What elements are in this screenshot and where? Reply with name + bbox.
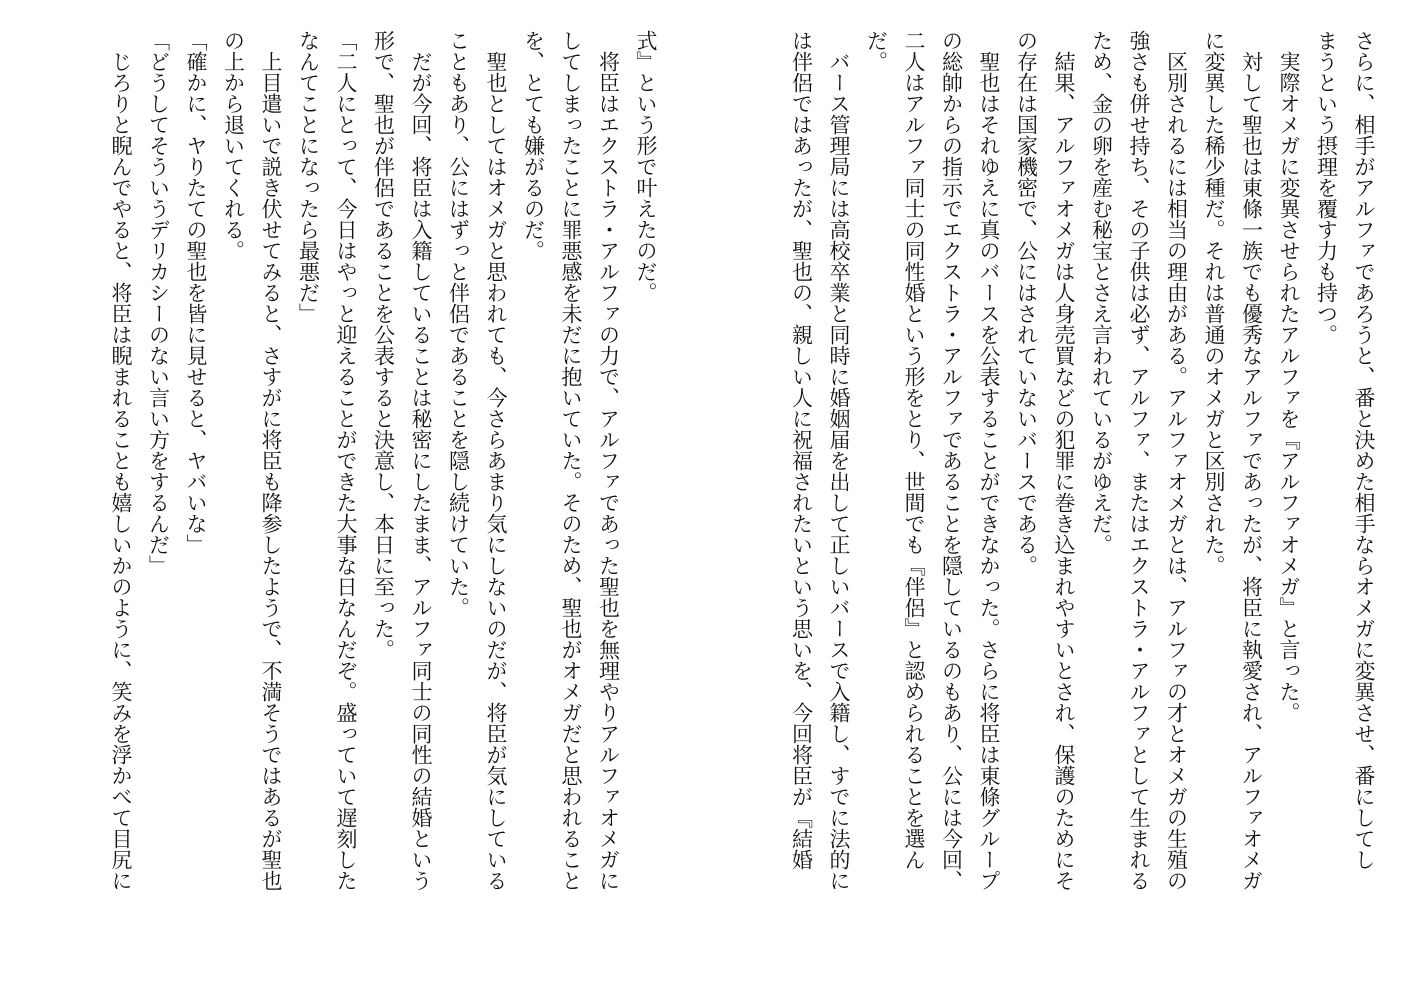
- text-line: してしまったことに罪悪感を未だに抱いていた。そのため、聖也がオメガだと思われること: [559, 30, 583, 891]
- text-line: 強さも併せ持ち、その子供は必ず、アルファ、またはエクストラ・アルファとして生まれる: [1127, 30, 1151, 891]
- text-line: だが今回、将臣は入籍していることは秘密にしたまま、アルファ同士の同性の結婚という: [409, 51, 433, 891]
- text-line: に変異した稀少種だ。それは普通のオメガと区別された。: [1202, 30, 1226, 576]
- text-line: 二人はアルファ同士の同性婚という形をとり、世間でも『伴侶』と認められることを選ん: [902, 30, 926, 870]
- text-line: の総帥からの指示でエクストラ・アルファであることを隠しているのもあり、公には今回、: [939, 30, 964, 891]
- text-line: じろりと睨んでやると、将臣は睨まれることも嬉しいかのように、笑みを浮かべて目尻に: [109, 51, 133, 891]
- dialogue-line: 「どうしてそういうデリカシーのない言い方をするんだ」: [146, 30, 171, 576]
- text-line: の上から退いてくれる。: [221, 30, 246, 261]
- dialogue-line: なんてことになったら最悪だ」: [296, 30, 321, 324]
- dialogue-line: 「二人にとって、今日はやっと迎えることができた大事な日なんだぞ。盛っていて遅刻した: [334, 30, 358, 891]
- dialogue-line: 「確かに、ヤりたての聖也を皆に見せると、ヤバいな」: [184, 30, 208, 555]
- text-line: 聖也としてはオメガと思われても、今さらあまり気にしないのだが、将臣が気にしている: [484, 51, 508, 891]
- text-line: の存在は国家機密で、公にはされていないバースである。: [1014, 30, 1039, 576]
- text-line: を、とても嫌がるのだ。: [521, 30, 546, 261]
- text-line: 将臣はエクストラ・アルファの力で、アルファであった聖也を無理やりアルファオメガに: [596, 51, 621, 891]
- text-line: 実際オメガに変異させられたアルファを『アルファオメガ』と言った。: [1277, 51, 1301, 723]
- text-line: 上目遣いで説き伏せてみると、さすがに将臣も降参したようで、不満そうではあるが聖也: [259, 51, 283, 891]
- text-line: は伴侶ではあったが、聖也の、親しい人に祝福されたいという思いを、今回将臣が『結婚: [789, 30, 814, 870]
- text-line: こともあり、公にはずっと伴侶であることを隠し続けていた。: [446, 30, 471, 618]
- text-line: バース管理局には高校卒業と同時に婚姻届を出して正しいバースで入籍し、すでに法的に: [827, 51, 851, 891]
- text-line: 聖也はそれゆえに真のバースを公表することができなかった。さらに将臣は東條グループ: [977, 51, 1001, 891]
- text-line: だ。: [864, 30, 889, 72]
- left-page: [24, 30, 664, 980]
- text-line: さらに、相手がアルファであろうと、番と決めた相手ならオメガに変異させ、番にしてし: [1352, 30, 1376, 870]
- text-line: 対して聖也は東條一族でも優秀なアルファであったが、将臣に執愛され、アルファオメガ: [1239, 51, 1264, 891]
- text-line: まうという摂理を覆す力も持つ。: [1314, 30, 1339, 345]
- text-line: 形で、聖也が伴侶であることを公表すると決意し、本日に至った。: [371, 30, 396, 660]
- text-line: 区別されるには相当の理由がある。アルファオメガとは、アルファの才とオメガの生殖の: [1164, 51, 1189, 891]
- text-line: ため、金の卵を産む秘宝とさえ言われているがゆえだ。: [1089, 30, 1114, 555]
- right-page: [787, 30, 1382, 980]
- text-line: 式』という形で叶えたのだ。: [634, 30, 658, 303]
- text-line: 結果、アルファオメガは人身売買などの犯罪に巻き込まれやすいとされ、保護のためにそ: [1052, 51, 1076, 891]
